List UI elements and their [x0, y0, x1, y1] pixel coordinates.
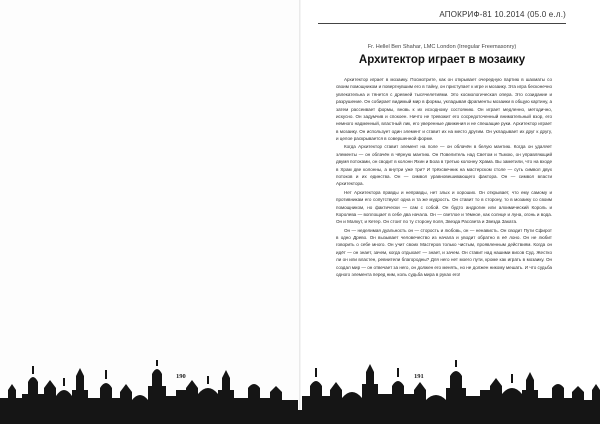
paragraph: Нет Архитектора правды и неправды, нет злых и хороших. Он открывает, что ему самому и противникам его сопутствуют одна и та же мудрость. Он ставит то в сторону, то в мозаику со своим помощником, но фактически — сам с собой. Он будто андрогин или алхимический Король и Королева — воплощает в себе два начала. Он — светлое и тёмное, как солнце и луна, огонь и вода. Он и Малкут, и Кетер. Он стоит по ту сторону поля, Звезда Рассвета и Звезда Заката.: [336, 189, 552, 225]
page-number-left: 190: [176, 373, 186, 380]
paragraph: Архитектор играет в мозаику. Посмотрите, как он открывает очередную партию в шахматы со своим помощником и повергнувшим его в тайну, он приступает к игре и мозаику. Эта игра бесконечно увлекательна и тянется с древней тысячелетиями. Это космологическая опера. Это созидание и разрушение. Он собирает видимый мир в формы, укладывая фрагменты мозаики в общую картину, а затем рассеивает формы, вновь к их исходному состоянию. Он играет медленно, методично, искусно. Он задумчив и спокоен. Ничто не тревожит его сосредоточенный внимательный взор, его немного надменный, властный лик, его уверенные движения и не спешащие руки. Архитектор играет в мозаику. Он использует один элемент и ставит их на место другим. Он укладывает их друг к другу, и целое раскрывается в совершенной форме.: [336, 77, 552, 142]
article-title: Архитектор играет в мозаику: [358, 54, 526, 66]
paragraph: Когда Архитектор ставит элемент на поле — он облачён в белую мантию. Когда он удаляет элементы — он облачён в чёрную мантию. Он Повелитель над Светом и Тьмою, он управляющий двумя потоками, он сводит в колонн Яхин и Боаз в третью колонну Храма. Вы заметили, что на входе в Храм две колонны, а внутри уже три? И трёхсвечник на мастерском столе — суть символ двух потоков и их единства. Он — символ уравновешивающего фактора. Он — символ власти Архитектора.: [336, 144, 552, 187]
page-number-right: 191: [414, 373, 424, 380]
article-byline: Fr. Hellel Ben Shahar, LMC London (Irregular Freemasonry): [367, 44, 517, 50]
paragraph: Он — неделимая дуальность он — сторость и любовь, он — ненависть. Он сводит Пути Сфирот в одно Древо. Он вызывает человечество из начала и уводит обратно в её лоно. Он не любит говорить о себе много. Он учит своих Мастеров только чистым, проявленным действиям. Когда он идёт — он знает, зачем, когда отдыхает — знает, и зачем. Он ставит над нашими висов Суд. Жестко ли он или властен, ревнители благородны? Для него нет моего пути, кроме как играть в мозаику. Он создал мир — он отвечает за него, он должен его менять, но не должен никому мешать. И что судьба одного элемента перед ним, коль судьба мира в руках его!: [336, 227, 552, 277]
article-body: [336, 76, 552, 372]
running-head: АПОКРИФ-81 10.2014 (05.0 е.л.): [318, 10, 566, 24]
city-skyline-illustration: [0, 360, 600, 424]
